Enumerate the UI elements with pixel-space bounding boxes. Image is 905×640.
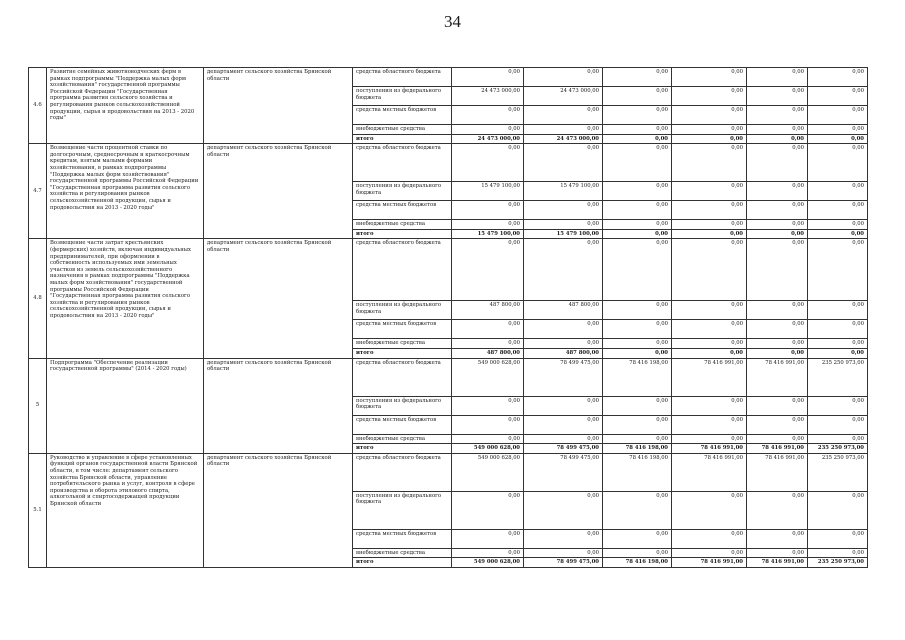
amount-cell: 0,00 (603, 396, 672, 415)
amount-cell: 24 473 000,00 (452, 134, 524, 144)
amount-cell: 0,00 (747, 220, 808, 230)
amount-cell: 0,00 (603, 491, 672, 529)
amount-cell: 0,00 (747, 239, 808, 301)
funding-source: поступления из федерального бюджета (353, 182, 452, 201)
amount-cell: 0,00 (672, 348, 747, 358)
amount-cell: 0,00 (524, 320, 603, 339)
amount-cell: 78 416 991,00 (672, 558, 747, 568)
amount-cell: 0,00 (524, 239, 603, 301)
amount-cell: 0,00 (524, 434, 603, 444)
amount-cell: 0,00 (747, 144, 808, 182)
funding-source: итого (353, 558, 452, 568)
amount-cell: 78 416 991,00 (672, 358, 747, 396)
amount-cell: 78 416 198,00 (603, 358, 672, 396)
amount-cell: 24 473 000,00 (452, 87, 524, 106)
amount-cell: 0,00 (808, 301, 868, 320)
responsible-executor: департамент сельского хозяйства Брянской области (204, 358, 353, 453)
amount-cell: 0,00 (672, 529, 747, 548)
amount-cell: 0,00 (672, 239, 747, 301)
amount-cell: 24 473 000,00 (524, 134, 603, 144)
amount-cell: 0,00 (524, 68, 603, 87)
amount-cell: 0,00 (747, 320, 808, 339)
measure-name: Подпрограмма "Обеспечение реализации государственной программы" (2014 - 2020 годы) (47, 358, 204, 453)
amount-cell: 0,00 (603, 68, 672, 87)
amount-cell: 487 800,00 (452, 301, 524, 320)
amount-cell: 0,00 (452, 239, 524, 301)
amount-cell: 0,00 (452, 106, 524, 125)
funding-source: средства местных бюджетов (353, 201, 452, 220)
amount-cell: 0,00 (672, 229, 747, 239)
amount-cell: 0,00 (603, 239, 672, 301)
amount-cell: 0,00 (603, 134, 672, 144)
amount-cell: 0,00 (603, 220, 672, 230)
amount-cell: 78 416 991,00 (747, 453, 808, 491)
amount-cell: 235 250 973,00 (808, 444, 868, 454)
amount-cell: 0,00 (808, 106, 868, 125)
row-code: 5 (29, 358, 47, 453)
responsible-executor: департамент сельского хозяйства Брянской области (204, 453, 353, 567)
amount-cell: 0,00 (747, 529, 808, 548)
measure-name: Возмещение части затрат крестьянских (фермерских) хозяйств, включая индивидуальных предпринимателей, при оформлении в собственность используемых ими земельных участков из земель сельскохозяйственного назначения в рамках подпрограммы "Поддержка малых форм хозяйствования" государственной программы Российской Федерации "Государственная программа развития сельского хозяйства и регулирования рынков сельскохозяйственной продукции, сырья и продовольствия на 2013 - 2020 годы" (47, 239, 204, 358)
amount-cell: 0,00 (747, 87, 808, 106)
table-row (29, 453, 868, 491)
amount-cell: 78 416 198,00 (603, 444, 672, 454)
amount-cell: 0,00 (808, 87, 868, 106)
amount-cell: 0,00 (747, 396, 808, 415)
amount-cell: 0,00 (603, 201, 672, 220)
amount-cell: 0,00 (452, 320, 524, 339)
funding-source: средства местных бюджетов (353, 415, 452, 434)
amount-cell: 0,00 (808, 144, 868, 182)
amount-cell: 487 800,00 (524, 301, 603, 320)
amount-cell: 78 499 475,00 (524, 453, 603, 491)
funding-source: средства местных бюджетов (353, 106, 452, 125)
table-row (29, 358, 868, 396)
amount-cell: 0,00 (603, 529, 672, 548)
page-number: 34 (444, 12, 461, 31)
amount-cell: 78 499 475,00 (524, 444, 603, 454)
amount-cell: 0,00 (808, 415, 868, 434)
amount-cell: 0,00 (808, 201, 868, 220)
amount-cell: 0,00 (808, 229, 868, 239)
amount-cell: 0,00 (672, 182, 747, 201)
table-row (29, 239, 868, 301)
amount-cell: 0,00 (452, 548, 524, 558)
amount-cell: 0,00 (808, 68, 868, 87)
amount-cell: 0,00 (747, 434, 808, 444)
amount-cell: 235 250 973,00 (808, 358, 868, 396)
amount-cell: 0,00 (672, 134, 747, 144)
amount-cell: 15 479 100,00 (452, 182, 524, 201)
amount-cell: 0,00 (672, 201, 747, 220)
amount-cell: 0,00 (452, 339, 524, 349)
amount-cell: 0,00 (672, 320, 747, 339)
amount-cell: 0,00 (452, 144, 524, 182)
funding-source: средства областного бюджета (353, 68, 452, 87)
amount-cell: 549 000 628,00 (452, 358, 524, 396)
amount-cell: 78 416 991,00 (672, 453, 747, 491)
funding-source: средства областного бюджета (353, 358, 452, 396)
amount-cell: 0,00 (672, 548, 747, 558)
amount-cell: 0,00 (672, 434, 747, 444)
row-code: 4.7 (29, 144, 47, 239)
amount-cell: 0,00 (524, 220, 603, 230)
amount-cell: 0,00 (672, 144, 747, 182)
table-row (29, 144, 868, 182)
amount-cell: 0,00 (452, 415, 524, 434)
funding-source: поступления из федерального бюджета (353, 301, 452, 320)
amount-cell: 0,00 (747, 491, 808, 529)
amount-cell: 0,00 (603, 339, 672, 349)
funding-source: поступления из федерального бюджета (353, 87, 452, 106)
amount-cell: 0,00 (808, 339, 868, 349)
amount-cell: 0,00 (452, 201, 524, 220)
amount-cell: 0,00 (603, 125, 672, 135)
amount-cell: 78 416 991,00 (747, 444, 808, 454)
amount-cell: 0,00 (808, 396, 868, 415)
amount-cell: 487 800,00 (524, 348, 603, 358)
budget-table (28, 67, 868, 568)
funding-source: средства местных бюджетов (353, 529, 452, 548)
amount-cell: 549 000 628,00 (452, 558, 524, 568)
responsible-executor: департамент сельского хозяйства Брянской области (204, 239, 353, 358)
amount-cell: 0,00 (524, 396, 603, 415)
funding-source: поступления из федерального бюджета (353, 491, 452, 529)
amount-cell: 0,00 (603, 301, 672, 320)
amount-cell: 0,00 (603, 182, 672, 201)
funding-source: итого (353, 348, 452, 358)
amount-cell: 0,00 (808, 529, 868, 548)
amount-cell: 0,00 (808, 491, 868, 529)
amount-cell: 549 000 628,00 (452, 444, 524, 454)
table-row (29, 68, 868, 87)
funding-source: итого (353, 134, 452, 144)
amount-cell: 0,00 (452, 529, 524, 548)
amount-cell: 0,00 (672, 87, 747, 106)
row-code: 5.1 (29, 453, 47, 567)
funding-source: средства областного бюджета (353, 453, 452, 491)
amount-cell: 0,00 (603, 548, 672, 558)
responsible-executor: департамент сельского хозяйства Брянской области (204, 144, 353, 239)
amount-cell: 78 416 198,00 (603, 453, 672, 491)
amount-cell: 0,00 (524, 125, 603, 135)
amount-cell: 0,00 (603, 320, 672, 339)
amount-cell: 0,00 (524, 144, 603, 182)
amount-cell: 0,00 (808, 239, 868, 301)
amount-cell: 0,00 (808, 125, 868, 135)
amount-cell: 0,00 (808, 220, 868, 230)
amount-cell: 0,00 (672, 301, 747, 320)
amount-cell: 0,00 (603, 348, 672, 358)
amount-cell: 0,00 (672, 339, 747, 349)
amount-cell: 0,00 (747, 339, 808, 349)
amount-cell: 0,00 (524, 415, 603, 434)
amount-cell: 0,00 (452, 434, 524, 444)
amount-cell: 0,00 (452, 491, 524, 529)
amount-cell: 0,00 (747, 125, 808, 135)
amount-cell: 235 250 973,00 (808, 453, 868, 491)
amount-cell: 0,00 (672, 396, 747, 415)
amount-cell: 487 800,00 (452, 348, 524, 358)
amount-cell: 0,00 (672, 491, 747, 529)
funding-source: внебюджетные средства (353, 339, 452, 349)
amount-cell: 0,00 (747, 548, 808, 558)
amount-cell: 78 416 991,00 (747, 558, 808, 568)
amount-cell: 0,00 (747, 415, 808, 434)
amount-cell: 0,00 (603, 434, 672, 444)
amount-cell: 15 479 100,00 (452, 229, 524, 239)
amount-cell: 0,00 (808, 134, 868, 144)
measure-name: Развитие семейных животноводческих ферм в рамках подпрограммы "Поддержка малых форм хозяйствования" государственной программы Российской Федерации "Государственная программа развития сельского хозяйства и регулирования рынков сельскохозяйственной продукции, сырья и продовольствия на 2013 - 2020 годы" (47, 68, 204, 144)
funding-source: средства областного бюджета (353, 239, 452, 301)
amount-cell: 0,00 (452, 68, 524, 87)
amount-cell: 78 416 991,00 (672, 444, 747, 454)
funding-source: итого (353, 444, 452, 454)
amount-cell: 0,00 (747, 348, 808, 358)
amount-cell: 0,00 (747, 68, 808, 87)
amount-cell: 0,00 (524, 548, 603, 558)
row-code: 4.6 (29, 68, 47, 144)
amount-cell: 0,00 (808, 434, 868, 444)
measure-name: Руководство и управление в сфере установленных функций органов государственной власти Брянской области, в том числе: департамент сельского хозяйства Брянской области, управление потребительского рынка и услуг, контроля в сфере производства и оборота этилового спирта, алкогольной и спиртосодержащей продукции Брянской области (47, 453, 204, 567)
amount-cell: 0,00 (808, 182, 868, 201)
amount-cell: 0,00 (747, 201, 808, 220)
amount-cell: 235 250 973,00 (808, 558, 868, 568)
amount-cell: 0,00 (452, 125, 524, 135)
row-code: 4.8 (29, 239, 47, 358)
amount-cell: 0,00 (747, 106, 808, 125)
amount-cell: 78 499 475,00 (524, 558, 603, 568)
amount-cell: 549 000 628,00 (452, 453, 524, 491)
funding-source: средства местных бюджетов (353, 320, 452, 339)
amount-cell: 0,00 (672, 106, 747, 125)
amount-cell: 0,00 (747, 182, 808, 201)
amount-cell: 0,00 (603, 87, 672, 106)
amount-cell: 0,00 (603, 106, 672, 125)
amount-cell: 0,00 (603, 229, 672, 239)
amount-cell: 0,00 (524, 339, 603, 349)
amount-cell: 0,00 (524, 106, 603, 125)
amount-cell: 0,00 (747, 134, 808, 144)
amount-cell: 78 416 198,00 (603, 558, 672, 568)
amount-cell: 24 473 000,00 (524, 87, 603, 106)
amount-cell: 78 416 991,00 (747, 358, 808, 396)
amount-cell: 0,00 (524, 529, 603, 548)
amount-cell: 0,00 (603, 144, 672, 182)
amount-cell: 0,00 (603, 415, 672, 434)
amount-cell: 0,00 (808, 348, 868, 358)
amount-cell: 0,00 (672, 68, 747, 87)
funding-source: средства областного бюджета (353, 144, 452, 182)
amount-cell: 0,00 (524, 491, 603, 529)
amount-cell: 0,00 (808, 320, 868, 339)
amount-cell: 15 479 100,00 (524, 182, 603, 201)
amount-cell: 15 479 100,00 (524, 229, 603, 239)
funding-source: внебюджетные средства (353, 548, 452, 558)
amount-cell: 0,00 (524, 201, 603, 220)
amount-cell: 0,00 (808, 548, 868, 558)
funding-source: итого (353, 229, 452, 239)
funding-source: внебюджетные средства (353, 434, 452, 444)
amount-cell: 0,00 (747, 301, 808, 320)
amount-cell: 0,00 (672, 125, 747, 135)
amount-cell: 0,00 (747, 229, 808, 239)
amount-cell: 0,00 (452, 396, 524, 415)
amount-cell: 0,00 (672, 415, 747, 434)
amount-cell: 0,00 (672, 220, 747, 230)
funding-source: внебюджетные средства (353, 125, 452, 135)
amount-cell: 0,00 (452, 220, 524, 230)
funding-source: поступления из федерального бюджета (353, 396, 452, 415)
funding-source: внебюджетные средства (353, 220, 452, 230)
responsible-executor: департамент сельского хозяйства Брянской области (204, 68, 353, 144)
measure-name: Возмещение части процентной ставки по долгосрочным, среднесрочным и краткосрочным кредитам, взятым малыми формами хозяйствования, в рамках подпрограммы "Поддержка малых форм хозяйствования" государственной программы Российской Федерации "Государственная программа развития сельского хозяйства и регулирования рынков сельскохозяйственной продукции, сырья и продовольствия на 2013 - 2020 годы" (47, 144, 204, 239)
amount-cell: 78 499 475,00 (524, 358, 603, 396)
